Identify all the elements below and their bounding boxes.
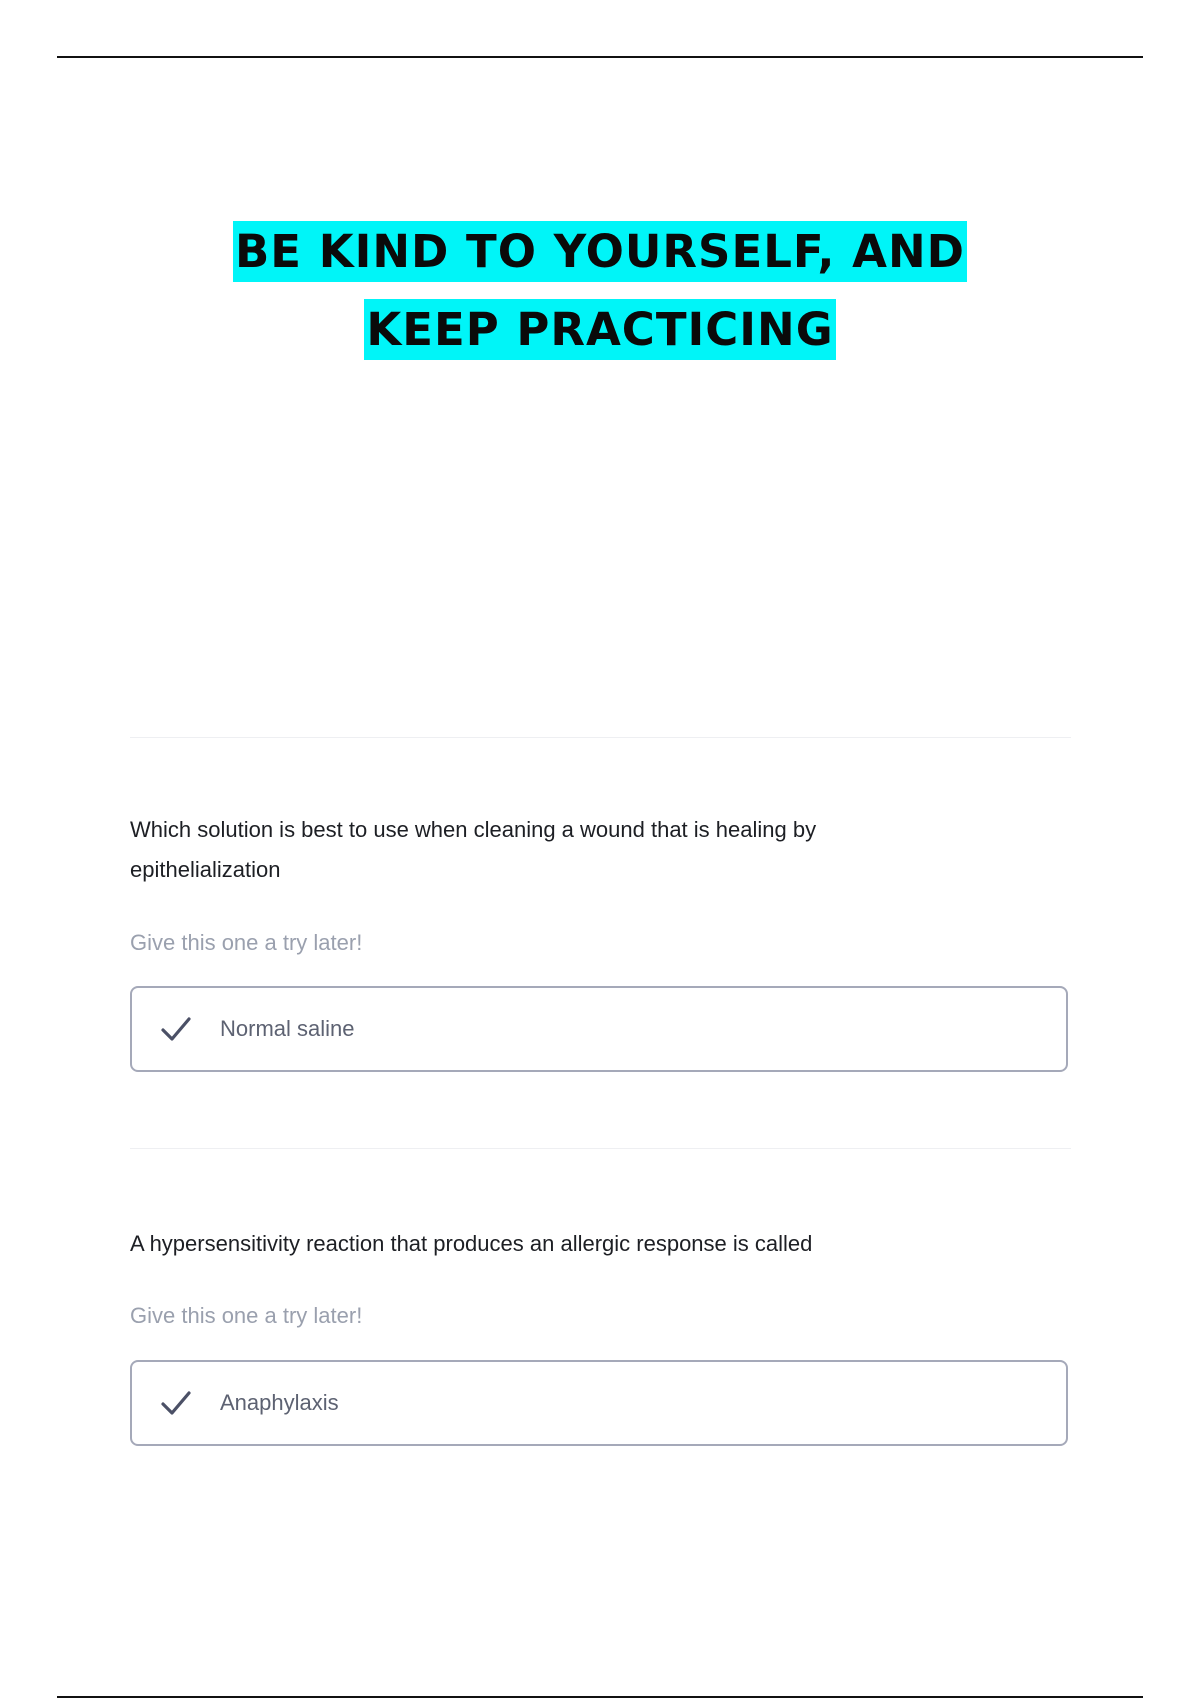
page-bottom-rule: [57, 1696, 1143, 1698]
motivational-banner: [0, 213, 1200, 369]
answer-text: Anaphylaxis: [220, 1390, 339, 1415]
try-later-hint: Give this one a try later!: [130, 930, 363, 955]
answer-option[interactable]: [130, 1360, 1068, 1446]
banner-line-1: BE KIND TO YOURSELF, AND: [233, 221, 967, 282]
section-divider: [130, 737, 1071, 738]
question-prompt: Which solution is best to use when cleaning a wound that is healing by epithelialization: [130, 817, 817, 882]
answer-option[interactable]: [130, 986, 1068, 1072]
checkmark-icon: [160, 1389, 192, 1417]
answer-text: Normal saline: [220, 1016, 355, 1041]
question-prompt: A hypersensitivity reaction that produces an allergic response is called: [130, 1231, 813, 1256]
page-top-rule: [57, 56, 1143, 58]
try-later-hint: Give this one a try later!: [130, 1303, 363, 1328]
checkmark-icon: [160, 1015, 192, 1043]
banner-line-2: KEEP PRACTICING: [364, 299, 835, 360]
section-divider: [130, 1148, 1071, 1149]
